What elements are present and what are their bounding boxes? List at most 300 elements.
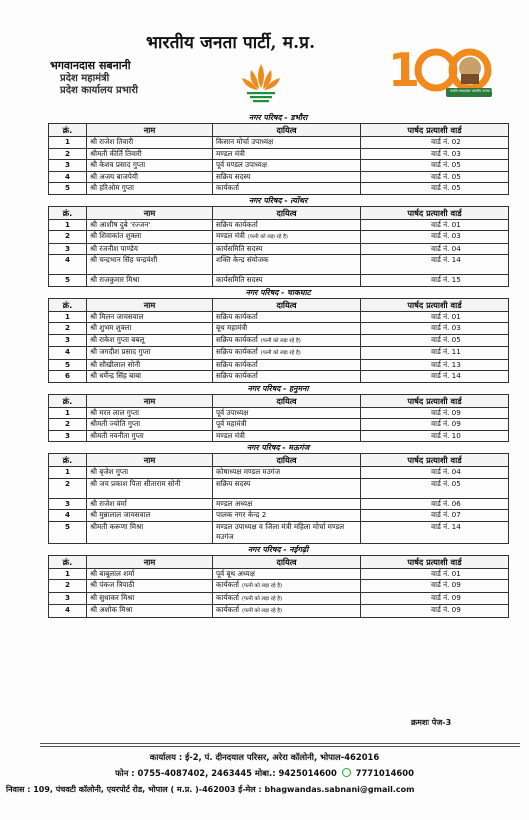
name-cell <box>87 275 213 287</box>
sender-role-2: प्रदेश कार्यालय प्रभारी <box>60 85 138 96</box>
table-header-row <box>49 124 509 137</box>
column-header-k: क्रं. <box>49 298 87 311</box>
ward-cell <box>361 605 509 618</box>
serial-cell <box>49 334 87 347</box>
section-table <box>48 555 509 618</box>
ward-cell <box>361 171 509 183</box>
column-header-n: नाम <box>87 394 213 407</box>
section-title: नगर परिषद - डभौरा <box>248 113 308 122</box>
column-header-w: पार्षद प्रत्याशी वार्ड <box>361 206 509 219</box>
table-row <box>49 243 509 255</box>
ward-cell <box>361 430 509 442</box>
serial-cell <box>49 568 87 580</box>
column-header-k: क्रं. <box>49 394 87 407</box>
column-header-d: दायित्व <box>213 124 361 137</box>
serial-cell-text: 2 <box>64 478 70 488</box>
ward-cell-text: वार्ड नं. 03 <box>431 148 461 158</box>
role-cell <box>213 407 361 419</box>
column-header-d: दायित्व <box>213 206 361 219</box>
serial-cell-text: 5 <box>64 275 70 284</box>
name-cell-text: श्री केशव प्रसाद गुप्ता <box>90 160 146 169</box>
role-cell <box>213 334 361 347</box>
ward-cell <box>361 255 509 275</box>
ward-cell <box>361 323 509 335</box>
ward-cell-text: वार्ड नं. 04 <box>431 467 461 476</box>
name-cell <box>87 521 213 543</box>
serial-cell <box>49 255 87 275</box>
role-cell <box>213 580 361 593</box>
ward-cell-text: वार्ड नं. 09 <box>431 580 461 589</box>
column-header-d: दायित्व <box>213 454 361 467</box>
table-row <box>49 231 509 244</box>
serial-cell-text: 3 <box>64 430 70 440</box>
role-cell <box>213 183 361 195</box>
name-cell-text: श्री मरत लाल गुप्ता <box>90 407 139 417</box>
name-cell <box>87 419 213 431</box>
serial-cell <box>49 231 87 244</box>
role-cell <box>213 592 361 605</box>
ward-cell-text: वार्ड नं. 05 <box>431 334 461 344</box>
serial-cell <box>49 359 87 371</box>
table-row <box>49 347 509 360</box>
name-cell-text: श्रीमती कीर्ति तिवारी <box>90 148 142 158</box>
name-cell <box>87 407 213 419</box>
serial-cell-text: 1 <box>64 467 70 476</box>
name-cell-text: श्रीमती नवनीता गुप्ता <box>90 430 144 440</box>
role-cell <box>213 605 361 618</box>
serial-cell <box>49 430 87 442</box>
name-cell-text: श्री शुभम शुक्ला <box>90 323 132 332</box>
name-cell-text: श्री बृजेश गुप्ता <box>90 467 129 476</box>
name-cell <box>87 430 213 442</box>
name-cell <box>87 255 213 275</box>
role-cell <box>213 510 361 522</box>
table-row <box>49 359 509 371</box>
role-cell-text: पूर्व उपाध्यक्ष <box>216 407 249 417</box>
role-cell-text: कार्यकर्ता <box>216 605 240 614</box>
section-title: नगर परिषद - त्योंथर <box>248 195 308 205</box>
role-cell-text: पालक नगर केन्द्र 2 <box>216 510 267 519</box>
serial-cell-text: 1 <box>64 219 70 229</box>
role-cell-text: बूथ महामंत्री <box>216 323 248 332</box>
role-cell-text: कार्यकर्ता <box>216 592 240 602</box>
name-cell-text: श्री राजेश तिवारी <box>90 137 134 146</box>
party-title: भारतीय जनता पार्टी, म.प्र. <box>146 33 316 53</box>
serial-cell <box>49 498 87 510</box>
column-header-d: दायित्व <box>213 298 361 311</box>
serial-cell-text: 2 <box>64 419 70 428</box>
name-cell-text: श्री पंकज त्रिपाठी <box>90 580 135 589</box>
table-header-row <box>49 454 509 467</box>
name-cell-text: श्री आशीष दुबे 'रज्जन' <box>90 219 151 229</box>
role-cell <box>213 419 361 431</box>
serial-cell <box>49 137 87 149</box>
ward-cell <box>361 137 509 149</box>
ward-cell <box>361 231 509 244</box>
ward-cell-text: वार्ड नं. 15 <box>431 275 461 284</box>
role-cell <box>213 478 361 498</box>
ward-cell-text: वार्ड नं. 01 <box>431 311 461 321</box>
serial-cell <box>49 592 87 605</box>
role-cell <box>213 231 361 244</box>
name-cell-text: श्री जय प्रकाश पिता सीताराम सोनी <box>90 478 181 488</box>
ward-cell-text: वार्ड नं. 14 <box>431 521 461 531</box>
logo-caption: नमामि मध्यप्रदेश भारतीय जनता पार्टी <box>449 89 497 93</box>
role-cell <box>213 311 361 323</box>
table-row <box>49 467 509 479</box>
ward-cell-text: वार्ड नं. 05 <box>431 171 461 181</box>
role-note: (पत्नी को लड़ा रहे है) <box>242 595 283 602</box>
serial-cell <box>49 580 87 593</box>
name-cell-text: श्री रजनीश पाण्डेय <box>90 243 138 253</box>
name-cell <box>87 311 213 323</box>
name-cell-text: श्री राजकुमार मिश्रा <box>90 275 140 284</box>
name-cell-text: श्री राकेश गुप्ता बबलू <box>90 334 145 344</box>
name-cell-text: श्री राजेश वर्मा <box>90 498 127 508</box>
ward-cell <box>361 148 509 160</box>
section-table <box>48 394 509 443</box>
table-row <box>49 275 509 287</box>
ward-cell <box>361 359 509 371</box>
ward-cell-text: वार्ड नं. 13 <box>431 359 461 369</box>
serial-cell-text: 5 <box>64 183 70 192</box>
sender-block <box>50 60 138 98</box>
serial-cell <box>49 478 87 498</box>
column-header-d: दायित्व <box>213 555 361 568</box>
role-note: (पत्नी को लड़ा रहे है) <box>242 583 283 589</box>
serial-cell <box>49 275 87 287</box>
name-cell-text: श्री सौखीलाल सोनी <box>90 359 141 369</box>
name-cell <box>87 243 213 255</box>
role-cell-text: सक्रिय कार्यकर्ता <box>216 347 258 356</box>
name-cell-text: श्री धर्मेन्द्र सिंह बाबा <box>90 371 142 380</box>
role-cell <box>213 521 361 543</box>
table-row <box>49 371 509 383</box>
column-header-d: दायित्व <box>213 394 361 407</box>
table-header-row <box>49 555 509 568</box>
table-row <box>49 171 509 183</box>
serial-cell-text: 3 <box>64 160 70 169</box>
table-row <box>49 592 509 605</box>
serial-cell-text: 3 <box>64 243 70 253</box>
serial-cell <box>49 183 87 195</box>
role-cell <box>213 430 361 442</box>
role-cell <box>213 323 361 335</box>
name-cell <box>87 580 213 593</box>
footer-phone-text: फोन : 0755-4087402, 2463445 मोबा.: 9425014600 <box>115 768 337 778</box>
table-row <box>49 478 509 498</box>
ward-cell-text: वार्ड नं. 09 <box>431 419 461 428</box>
section-table <box>48 298 509 383</box>
name-cell <box>87 371 213 383</box>
sections-container <box>48 112 508 618</box>
role-cell <box>213 498 361 510</box>
table-row <box>49 430 509 442</box>
ward-cell-text: वार्ड नं. 05 <box>431 183 461 192</box>
footer-residence: निवास : 109, पंचवटी कॉलोनी, एयरपोर्ट रोड, भोपाल ( म.प्र. )-462003 ई-मेल : bhagwandas.sabnani@gmail.com <box>6 785 415 794</box>
column-header-k: क्रं. <box>49 555 87 568</box>
role-cell-text: कार्यसमिति सदस्य <box>216 275 263 284</box>
lotus-logo-icon <box>237 60 285 104</box>
column-header-k: क्रं. <box>49 124 87 137</box>
serial-cell <box>49 521 87 543</box>
serial-cell-text: 3 <box>64 498 70 508</box>
serial-cell <box>49 510 87 522</box>
ward-cell-text: वार्ड नं. 05 <box>431 478 461 488</box>
name-cell-text: श्रीमती ज्योति गुप्ता <box>90 419 141 428</box>
name-cell <box>87 323 213 335</box>
table-row <box>49 255 509 275</box>
section-title: नगर परिषद - चाकघाट <box>245 287 311 297</box>
name-cell <box>87 183 213 195</box>
column-header-n: नाम <box>87 124 213 137</box>
ward-cell-text: वार्ड नं. 01 <box>431 568 461 578</box>
ward-cell <box>361 467 509 479</box>
table-header-row <box>49 206 509 219</box>
table-row <box>49 334 509 347</box>
name-cell <box>87 347 213 360</box>
ward-cell <box>361 311 509 323</box>
name-cell-text: श्री शिवाकांत शुक्ला <box>90 231 142 240</box>
ward-cell-text: वार्ड नं. 03 <box>431 231 461 240</box>
serial-cell-text: 6 <box>64 371 70 380</box>
serial-cell <box>49 243 87 255</box>
serial-cell-text: 1 <box>64 311 70 321</box>
footer-whatsapp-number: 7771014600 <box>355 768 414 778</box>
role-cell-text: सक्रिय सदस्य <box>216 478 251 488</box>
section-title: नगर परिषद - नईगढ़ी <box>247 544 309 554</box>
serial-cell <box>49 323 87 335</box>
table-row <box>49 568 509 580</box>
sender-name: भगवानदास सबनानी <box>50 59 131 72</box>
ward-cell-text: वार्ड नं. 09 <box>431 407 461 417</box>
ward-cell-text: वार्ड नं. 10 <box>431 430 461 440</box>
serial-cell <box>49 371 87 383</box>
table-header-row <box>49 394 509 407</box>
role-cell-text: मण्डल मंत्री <box>216 148 245 158</box>
name-cell-text: श्री हरिओम गुप्ता <box>90 183 135 192</box>
role-cell-text: पूर्व मण्डल उपाध्यक्ष <box>216 160 267 169</box>
ward-cell <box>361 183 509 195</box>
footer-divider-top <box>40 743 520 744</box>
continued-note: क्रमशः पेज-3 <box>411 718 452 727</box>
column-header-k: क्रं. <box>49 454 87 467</box>
role-cell <box>213 160 361 172</box>
role-cell-text: पूर्व बूथ अध्यक्ष <box>216 568 255 578</box>
ward-cell-text: वार्ड नं. 02 <box>431 137 461 146</box>
role-cell <box>213 275 361 287</box>
role-cell-text: सक्रिय कार्यकर्ता <box>216 219 258 229</box>
table-row <box>49 183 509 195</box>
ward-cell-text: वार्ड नं. 07 <box>431 510 461 519</box>
role-cell-text: सक्रिय कार्यकर्ता <box>216 359 258 369</box>
name-cell-text: श्री जगदीश प्रसाद गुप्ता <box>90 347 151 356</box>
name-cell <box>87 219 213 231</box>
column-header-w: पार्षद प्रत्याशी वार्ड <box>361 124 509 137</box>
name-cell <box>87 605 213 618</box>
ward-cell-text: वार्ड नं. 11 <box>431 347 461 356</box>
column-header-w: पार्षद प्रत्याशी वार्ड <box>361 555 509 568</box>
name-cell-text: श्री अशोक मिश्रा <box>90 605 133 614</box>
serial-cell-text: 4 <box>64 255 70 264</box>
name-cell <box>87 160 213 172</box>
ward-cell-text: वार्ड नं. 09 <box>431 605 461 614</box>
serial-cell-text: 3 <box>64 334 70 344</box>
ward-cell-text: वार्ड नं. 01 <box>431 219 461 229</box>
ward-cell <box>361 521 509 543</box>
serial-cell-text: 2 <box>64 580 70 589</box>
column-header-w: पार्षद प्रत्याशी वार्ड <box>361 454 509 467</box>
ward-cell <box>361 347 509 360</box>
table-row <box>49 148 509 160</box>
name-cell <box>87 478 213 498</box>
serial-cell-text: 2 <box>64 323 70 332</box>
column-header-n: नाम <box>87 298 213 311</box>
ward-cell <box>361 275 509 287</box>
serial-cell-text: 5 <box>64 521 70 531</box>
ward-cell <box>361 580 509 593</box>
role-cell <box>213 359 361 371</box>
ward-cell <box>361 243 509 255</box>
role-note: (पत्नी को लड़ा रहे है) <box>247 234 288 240</box>
100-years-logo-icon <box>388 40 498 104</box>
role-cell-text: मण्डल अध्यक्ष <box>216 498 253 508</box>
role-cell <box>213 371 361 383</box>
sender-role-1: प्रदेश महामंत्री <box>60 72 110 84</box>
role-cell-text: कार्यसमिति सदस्य <box>216 243 263 253</box>
role-cell <box>213 171 361 183</box>
role-cell-text: सक्रिय कार्यकर्ता <box>216 334 258 344</box>
svg-text:1: 1 <box>388 43 421 97</box>
serial-cell-text: 4 <box>64 510 70 519</box>
table-row <box>49 160 509 172</box>
table-row <box>49 219 509 231</box>
ward-cell-text: वार्ड नं. 14 <box>431 255 461 264</box>
role-note: (पत्नी को लड़ा रहे है) <box>242 608 283 614</box>
column-header-n: नाम <box>87 555 213 568</box>
role-cell <box>213 467 361 479</box>
name-cell <box>87 592 213 605</box>
ward-cell <box>361 419 509 431</box>
footer-divider-bottom <box>40 746 520 747</box>
ward-cell <box>361 407 509 419</box>
ward-cell-text: वार्ड नं. 03 <box>431 323 461 332</box>
ward-cell-text: वार्ड नं. 04 <box>431 243 461 253</box>
section-table <box>48 123 509 195</box>
role-note: (पत्नी को लड़ा रहे है) <box>260 350 301 356</box>
column-header-k: क्रं. <box>49 206 87 219</box>
table-row <box>49 137 509 149</box>
serial-cell-text: 4 <box>64 347 70 356</box>
serial-cell-text: 4 <box>64 171 70 181</box>
serial-cell <box>49 605 87 618</box>
serial-cell-text: 2 <box>64 231 70 240</box>
ward-cell-text: वार्ड नं. 05 <box>431 160 461 169</box>
table-row <box>49 407 509 419</box>
table-header-row <box>49 298 509 311</box>
whatsapp-icon <box>342 768 351 777</box>
name-cell-text: श्री सुधाकर मिश्रा <box>90 592 135 602</box>
ward-cell-text: वार्ड नं. 09 <box>431 592 461 602</box>
role-cell-text: सक्रिय कार्यकर्ता <box>216 371 258 380</box>
role-cell-text: सक्रिय कार्यकर्ता <box>216 311 258 321</box>
ward-cell <box>361 592 509 605</box>
role-cell <box>213 219 361 231</box>
serial-cell <box>49 419 87 431</box>
name-cell <box>87 148 213 160</box>
serial-cell <box>49 219 87 231</box>
footer-phone <box>0 768 529 779</box>
role-cell-text: पूर्व महामंत्री <box>216 419 247 428</box>
role-cell <box>213 347 361 360</box>
serial-cell-text: 5 <box>64 359 70 369</box>
ward-cell <box>361 568 509 580</box>
name-cell-text: श्रीमती करूणा मिश्रा <box>90 521 144 531</box>
table-row <box>49 498 509 510</box>
role-note: (पत्नी को लड़ा रहे है) <box>260 337 301 344</box>
role-cell-text: शक्ति केन्द्र संयोजक <box>216 255 269 264</box>
serial-cell <box>49 347 87 360</box>
ward-cell <box>361 334 509 347</box>
column-header-w: पार्षद प्रत्याशी वार्ड <box>361 298 509 311</box>
section-title: नगर परिषद - हनुमना <box>247 383 309 393</box>
section-table <box>48 453 509 544</box>
role-cell-text: कार्यकर्ता <box>216 183 240 192</box>
column-header-n: नाम <box>87 454 213 467</box>
serial-cell <box>49 148 87 160</box>
serial-cell <box>49 467 87 479</box>
name-cell-text: श्री चन्द्रभान सिंह चन्द्रवंशी <box>90 255 158 264</box>
role-cell <box>213 255 361 275</box>
serial-cell-text: 3 <box>64 592 70 602</box>
ward-cell <box>361 219 509 231</box>
table-row <box>49 580 509 593</box>
role-cell-text: मण्डल मंत्री <box>216 231 245 240</box>
serial-cell-text: 1 <box>64 407 70 417</box>
name-cell <box>87 467 213 479</box>
ward-cell <box>361 478 509 498</box>
name-cell <box>87 137 213 149</box>
role-cell-text: किसान मोर्चा उपाध्यक्ष <box>216 137 274 146</box>
ward-cell-text: वार्ड नं. 06 <box>431 498 461 508</box>
name-cell-text: श्री बाबूलाल शर्मा <box>90 568 135 578</box>
serial-cell-text: 1 <box>64 137 70 146</box>
role-cell-text: सक्रिय सदस्य <box>216 171 251 181</box>
column-header-w: पार्षद प्रत्याशी वार्ड <box>361 394 509 407</box>
serial-cell <box>49 407 87 419</box>
ward-cell <box>361 371 509 383</box>
name-cell <box>87 568 213 580</box>
name-cell-text: श्री मिलन जायसवाल <box>90 311 144 321</box>
table-row <box>49 510 509 522</box>
serial-cell <box>49 160 87 172</box>
role-cell <box>213 137 361 149</box>
name-cell <box>87 510 213 522</box>
ward-cell-text: वार्ड नं. 14 <box>431 371 461 380</box>
name-cell <box>87 334 213 347</box>
table-row <box>49 323 509 335</box>
ward-cell <box>361 498 509 510</box>
role-cell-text: मण्डल मंत्री <box>216 430 245 440</box>
name-cell-text: श्री अजय बाजपेयी <box>90 171 138 181</box>
serial-cell <box>49 311 87 323</box>
name-cell <box>87 171 213 183</box>
role-cell-text: मण्डल उपाध्यक्ष व जिला मंत्री महिला मोर्चा मण्डल मउगंज <box>216 521 345 541</box>
role-cell <box>213 148 361 160</box>
role-cell <box>213 568 361 580</box>
section-title: नगर परिषद - मऊगंज <box>246 443 310 452</box>
role-cell <box>213 243 361 255</box>
